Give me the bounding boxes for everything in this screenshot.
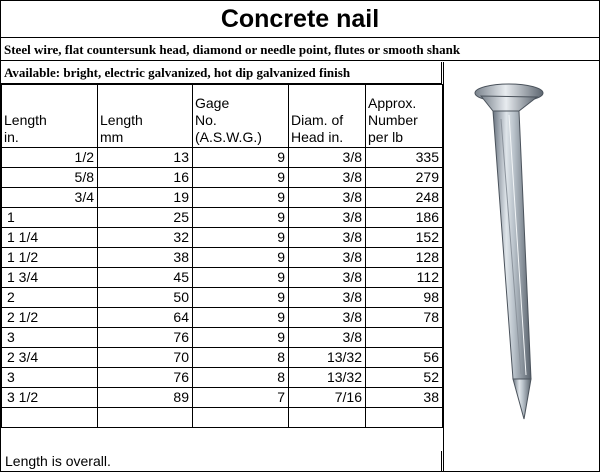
- header-line: Head in.: [291, 129, 344, 145]
- length-in-cell: 3 1/2: [2, 388, 98, 408]
- head-diameter-cell: 3/8: [289, 148, 366, 168]
- length-in-cell: 1 1/2: [2, 248, 98, 268]
- number-per-lb-cell: 186: [366, 208, 443, 228]
- number-per-lb-cell: 152: [366, 228, 443, 248]
- table-row: [2, 388, 443, 408]
- nail-point: [513, 379, 531, 419]
- number-per-lb-cell: 248: [366, 188, 443, 208]
- head-diameter-cell: 13/32: [289, 368, 366, 388]
- number-per-lb-cell: 56: [366, 348, 443, 368]
- length-in-cell: 1/2: [2, 148, 98, 168]
- header-line: per lb: [368, 129, 404, 145]
- length-in-cell: 2 3/4: [2, 348, 98, 368]
- header-line: Length: [4, 112, 47, 128]
- number-per-lb-cell: 335: [366, 148, 443, 168]
- table-row: [2, 188, 443, 208]
- number-per-lb-cell: 98: [366, 288, 443, 308]
- table-blank-row: [2, 408, 443, 428]
- length-mm-cell: 38: [98, 248, 193, 268]
- spec-line: Steel wire, flat countersunk head, diamond or needle point, flutes or smooth shank: [1, 38, 599, 61]
- head-diameter-cell: 3/8: [289, 168, 366, 188]
- gage-cell: 9: [193, 168, 289, 188]
- head-diameter-cell: 3/8: [289, 248, 366, 268]
- head-diameter-cell: 3/8: [289, 228, 366, 248]
- header-line: Number: [368, 112, 418, 128]
- table-row: [2, 228, 443, 248]
- table-row: [2, 288, 443, 308]
- nail-countersink: [481, 96, 537, 111]
- header-line: mm: [100, 129, 124, 145]
- column-header-gage: [193, 85, 289, 148]
- length-in-cell: 3: [2, 328, 98, 348]
- table-row: [2, 308, 443, 328]
- blank-cell: [289, 408, 366, 428]
- head-diameter-cell: 7/16: [289, 388, 366, 408]
- nail-size-table: [1, 84, 443, 428]
- table-row: [2, 208, 443, 228]
- length-in-cell: 1 1/4: [2, 228, 98, 248]
- gage-cell: 9: [193, 328, 289, 348]
- gage-cell: 9: [193, 208, 289, 228]
- head-diameter-cell: 3/8: [289, 268, 366, 288]
- length-in-cell: 3: [2, 368, 98, 388]
- number-per-lb-cell: 112: [366, 268, 443, 288]
- column-header-length-mm: [98, 85, 193, 148]
- length-mm-cell: 76: [98, 328, 193, 348]
- gage-cell: 8: [193, 368, 289, 388]
- table-row: [2, 348, 443, 368]
- number-per-lb-cell: 78: [366, 308, 443, 328]
- header-line: Approx.: [368, 95, 417, 111]
- length-in-cell: 5/8: [2, 168, 98, 188]
- header-line: Length: [100, 112, 143, 128]
- gage-cell: 9: [193, 228, 289, 248]
- length-mm-cell: 32: [98, 228, 193, 248]
- header-line: in.: [4, 129, 19, 145]
- nail-shank: [493, 111, 531, 379]
- length-in-cell: 1: [2, 208, 98, 228]
- blank-cell: [98, 408, 193, 428]
- concrete-nail-photo: [471, 79, 561, 421]
- blank-cell: [2, 408, 98, 428]
- number-per-lb-cell: 38: [366, 388, 443, 408]
- number-per-lb-cell: [366, 328, 443, 348]
- length-mm-cell: 70: [98, 348, 193, 368]
- table-row: [2, 268, 443, 288]
- table-row: [2, 328, 443, 348]
- number-per-lb-cell: 279: [366, 168, 443, 188]
- blank-cell: [366, 408, 443, 428]
- gage-cell: 9: [193, 188, 289, 208]
- gage-cell: 9: [193, 288, 289, 308]
- gage-cell: 9: [193, 268, 289, 288]
- table-row: [2, 248, 443, 268]
- head-diameter-cell: 3/8: [289, 188, 366, 208]
- gage-cell: 9: [193, 308, 289, 328]
- number-per-lb-cell: 52: [366, 368, 443, 388]
- table-header-row: [2, 85, 443, 148]
- header-line: Gage: [195, 95, 230, 111]
- page-title: Concrete nail: [1, 1, 599, 38]
- length-in-cell: 3/4: [2, 188, 98, 208]
- length-mm-cell: 25: [98, 208, 193, 228]
- head-diameter-cell: 3/8: [289, 308, 366, 328]
- column-header-head-diameter: [289, 85, 366, 148]
- blank-cell: [193, 408, 289, 428]
- table-row: [2, 148, 443, 168]
- head-diameter-cell: 13/32: [289, 348, 366, 368]
- length-mm-cell: 50: [98, 288, 193, 308]
- length-in-cell: 1 3/4: [2, 268, 98, 288]
- length-mm-cell: 19: [98, 188, 193, 208]
- head-diameter-cell: 3/8: [289, 288, 366, 308]
- header-line: No.: [195, 112, 217, 128]
- table-body: [2, 85, 443, 428]
- length-mm-cell: 45: [98, 268, 193, 288]
- length-mm-cell: 64: [98, 308, 193, 328]
- length-mm-cell: 13: [98, 148, 193, 168]
- number-per-lb-cell: 128: [366, 248, 443, 268]
- length-in-cell: 2 1/2: [2, 308, 98, 328]
- table-row: [2, 368, 443, 388]
- header-line: Diam. of: [291, 112, 344, 128]
- table-row: [2, 168, 443, 188]
- head-diameter-cell: 3/8: [289, 328, 366, 348]
- column-header-length-in: [2, 85, 98, 148]
- length-mm-cell: 16: [98, 168, 193, 188]
- header-line: (A.S.W.G.): [195, 129, 262, 145]
- gage-cell: 9: [193, 148, 289, 168]
- gage-cell: 9: [193, 248, 289, 268]
- availability-line: Available: bright, electric galvanized, hot dip galvanized finish: [1, 62, 442, 84]
- length-mm-cell: 76: [98, 368, 193, 388]
- gage-cell: 8: [193, 348, 289, 368]
- length-mm-cell: 89: [98, 388, 193, 408]
- length-in-cell: 2: [2, 288, 98, 308]
- gage-cell: 7: [193, 388, 289, 408]
- head-diameter-cell: 3/8: [289, 208, 366, 228]
- column-header-number-per-lb: [366, 85, 443, 148]
- footnote: Length is overall.: [1, 451, 442, 471]
